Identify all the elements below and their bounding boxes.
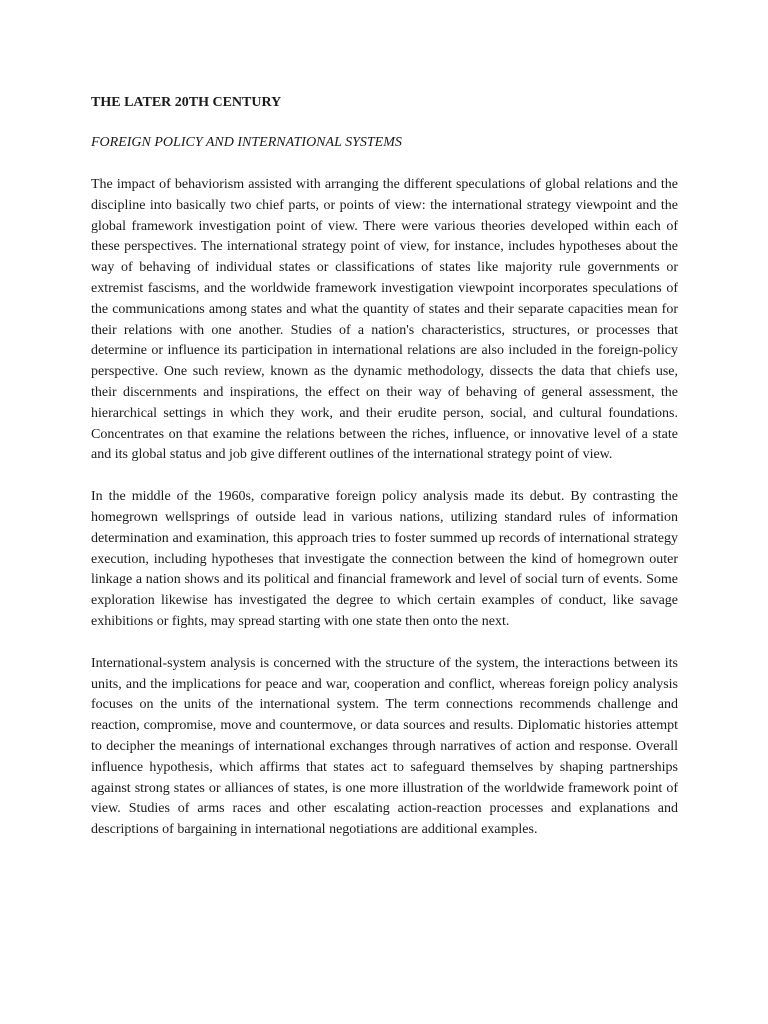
paragraph-1: The impact of behaviorism assisted with arranging the different speculations of global relations and the discipline into basically two chief parts, or points of view: the international strategy viewpoint and the global framework investigation point of view. There were various theories developed within each of these perspectives. The international strategy point of view, for instance, includes hypotheses about the way of behaving of individual states or classifications of states like majority rule governments or extremist fascisms, and the worldwide framework investigation viewpoint incorporates speculations of the communications among states and what the quantity of states and their separate capacities mean for their relations with one another. Studies of a nation's characteristics, structures, or processes that determine or influence its participation in international relations are also included in the foreign-policy perspective. One such review, known as the dynamic methodology, dissects the data that chiefs use, their discernments and inspirations, the effect on their way of behaving of general assessment, the hierarchical settings in which they work, and their erudite person, social, and cultural foundations. Concentrates on that examine the relations between the riches, influence, or innovative level of a state and its global status and job give different outlines of the international strategy point of view. — [91, 177, 678, 463]
document-title: THE LATER 20TH CENTURY — [91, 95, 282, 110]
section-subtitle: FOREIGN POLICY AND INTERNATIONAL SYSTEMS — [91, 135, 402, 150]
paragraph-3: International-system analysis is concerned with the structure of the system, the interactions between its units, and the implications for peace and war, cooperation and conflict, whereas foreign policy analysis focuses on the units of the international system. The term connections recommends challenge and reaction, compromise, move and countermove, or data sources and results. Diplomatic histories attempt to decipher the meanings of international exchanges through narratives of action and response. Overall influence hypothesis, which affirms that states act to safeguard themselves by shaping partnerships against strong states or alliances of states, is one more illustration of the worldwide framework point of view. Studies of arms races and other escalating action-reaction processes and explanations and descriptions of bargaining in international negotiations are additional examples. — [91, 655, 678, 838]
paragraph-2: In the middle of the 1960s, comparative foreign policy analysis made its debut. By contrasting the homegrown wellsprings of outside lead in various nations, utilizing standard rules of information determination and examination, this approach tries to foster summed up records of international strategy execution, including hypotheses that investigate the connection between the kind of homegrown outer linkage a nation shows and its political and financial framework and level of social turn of events. Some exploration likewise has investigated the degree to which certain examples of conduct, like savage exhibitions or fights, may spread starting with one state then onto the next. — [91, 489, 678, 629]
